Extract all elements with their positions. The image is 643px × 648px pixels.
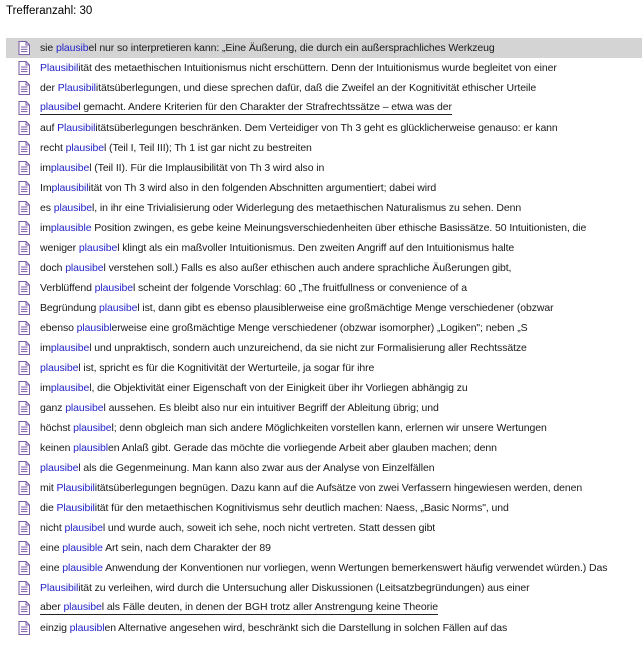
document-icon bbox=[18, 581, 30, 595]
result-row[interactable] bbox=[6, 118, 642, 138]
result-snippet bbox=[40, 82, 536, 94]
snippet-suffix: Art sein, nach dem Charakter der 89 bbox=[102, 542, 271, 554]
snippet-prefix: Im bbox=[40, 182, 52, 194]
result-snippet bbox=[40, 101, 452, 115]
result-row[interactable] bbox=[6, 58, 642, 78]
document-icon bbox=[18, 261, 30, 275]
snippet-suffix: ität von Th 3 wird also in den folgenden Abschnitten argumentiert; dabei wird bbox=[88, 182, 437, 194]
result-snippet bbox=[40, 242, 514, 254]
snippet-prefix: Verblüffend bbox=[40, 282, 95, 294]
search-hit: plausible bbox=[62, 562, 103, 574]
document-icon bbox=[18, 421, 30, 435]
result-snippet bbox=[40, 402, 439, 414]
snippet-suffix: l; denn obgleich man sich andere Möglichkeiten vorstellen kann, erlernen wir unsere Wertungen bbox=[111, 422, 547, 434]
snippet-prefix: im bbox=[40, 162, 51, 174]
result-snippet bbox=[40, 122, 558, 134]
snippet-suffix: l und unpraktisch, sondern auch unzureichend, da sie nicht zur Formalisierung aller Rechtssätze bbox=[89, 342, 527, 354]
search-hit: plausibe bbox=[63, 601, 102, 613]
result-snippet bbox=[40, 522, 435, 534]
result-row[interactable] bbox=[6, 218, 642, 238]
search-hit: plausibe bbox=[65, 262, 104, 274]
search-hit: plausib bbox=[55, 42, 89, 54]
snippet-prefix: nicht bbox=[40, 522, 65, 534]
snippet-suffix: en Anlaß gibt. Gerade das möchte die vorliegende Arbeit aber glauben machen; denn bbox=[107, 442, 497, 454]
snippet-prefix: mit bbox=[40, 482, 57, 494]
snippet-suffix: erweise eine großmächtige Menge verschiedener (obzwar isomorpher) „Logiken"; neben „S bbox=[111, 322, 528, 334]
result-row[interactable] bbox=[6, 498, 642, 518]
document-icon bbox=[18, 381, 30, 395]
document-icon bbox=[18, 341, 30, 355]
document-icon bbox=[18, 281, 30, 295]
search-hit: plausibe bbox=[40, 362, 79, 374]
snippet-suffix: l scheint der folgende Vorschlag: 60 „The fruitfullness or convenience of a bbox=[132, 282, 467, 294]
search-hit: plausibe bbox=[94, 282, 133, 294]
snippet-suffix: l gemacht. Andere Kriterien für den Charakter der Strafrechtssätze – etwa was der bbox=[78, 101, 452, 113]
result-row[interactable] bbox=[6, 618, 642, 638]
document-icon bbox=[18, 41, 30, 55]
result-snippet bbox=[40, 422, 547, 434]
snippet-suffix: itätsüberlegungen beschränken. Dem Verteidiger von Th 3 geht es glücklicherweise genauso: er kann bbox=[95, 122, 558, 134]
snippet-suffix: l (Teil II). Für die Implausibilität von Th 3 wird also in bbox=[89, 162, 325, 174]
snippet-prefix: im bbox=[40, 342, 51, 354]
result-snippet bbox=[40, 162, 324, 174]
result-count-value: 30 bbox=[79, 5, 93, 17]
result-row[interactable] bbox=[6, 38, 642, 58]
result-snippet bbox=[40, 342, 527, 354]
result-row[interactable] bbox=[6, 478, 642, 498]
search-hit: plausibe bbox=[50, 342, 90, 354]
result-snippet bbox=[40, 442, 497, 454]
result-row[interactable] bbox=[6, 338, 642, 358]
result-row[interactable] bbox=[6, 578, 642, 598]
result-snippet bbox=[40, 382, 468, 394]
result-snippet bbox=[40, 302, 553, 314]
snippet-suffix: l, die Objektivität einer Eigenschaft von der Einigkeit über ihr Vorliegen abhängig zu bbox=[89, 382, 468, 394]
document-icon bbox=[18, 441, 30, 455]
result-row[interactable] bbox=[6, 158, 642, 178]
result-count bbox=[6, 5, 92, 17]
result-snippet bbox=[40, 482, 582, 494]
snippet-suffix: Anwendung der Konventionen nur vorliegen, wenn Wertungen bemerkenswert häufig verwendet würden.) Das bbox=[102, 562, 608, 574]
search-hit: plausibe bbox=[50, 162, 90, 174]
snippet-suffix: l ist, dann gibt es ebenso plausiblerweise eine großmächtige Menge verschiedener (obzwar bbox=[137, 302, 554, 314]
snippet-prefix: ebenso bbox=[40, 322, 77, 334]
result-row[interactable] bbox=[6, 438, 642, 458]
snippet-suffix: l (Teil I, Teil III); Th 1 ist gar nicht zu bestreiten bbox=[104, 142, 312, 154]
result-row[interactable] bbox=[6, 298, 642, 318]
document-icon bbox=[18, 201, 30, 215]
result-snippet bbox=[40, 222, 586, 234]
snippet-suffix: ität zu verleihen, wird durch die Untersuchung aller Diskussionen (Leitsatzbegründungen) aus einer bbox=[78, 582, 530, 594]
snippet-prefix: ganz bbox=[40, 402, 66, 414]
search-hit: Plausibil bbox=[57, 82, 96, 94]
snippet-suffix: itätsüberlegungen begnügen. Dazu kann auf die Aufsätze von zwei Verfassern hingewiesen werden, denen bbox=[94, 482, 583, 494]
search-hit: plausibe bbox=[40, 462, 79, 474]
snippet-prefix: einzig bbox=[40, 622, 70, 634]
document-icon bbox=[18, 81, 30, 95]
snippet-suffix: Position zwingen, es gebe keine Meinungsverschiedenheiten über ethische Basissätze. 50 Intuitionisten, die bbox=[91, 222, 587, 234]
result-row[interactable] bbox=[6, 138, 642, 158]
document-icon bbox=[18, 401, 30, 415]
search-hit: Plausibil bbox=[40, 62, 79, 74]
result-snippet bbox=[40, 322, 528, 334]
search-hit: plausibe bbox=[65, 402, 104, 414]
search-hit: plausibl bbox=[73, 442, 108, 454]
result-row[interactable] bbox=[6, 238, 642, 258]
snippet-suffix: el nur so interpretieren kann: „Eine Äußerung, die durch ein außersprachliches Werkzeug bbox=[88, 42, 495, 54]
snippet-prefix: höchst bbox=[40, 422, 74, 434]
result-snippet bbox=[40, 582, 530, 594]
snippet-suffix: l verstehen soll.) Falls es also außer ethischen auch andere sprachliche Äußerungen gibt, bbox=[103, 262, 512, 274]
snippet-suffix: l aussehen. Es bleibt also nur ein intuitiver Begriff der Ableitung übrig; und bbox=[103, 402, 439, 414]
document-icon bbox=[18, 101, 30, 115]
search-hit: plausibe bbox=[78, 242, 118, 254]
snippet-prefix: weniger bbox=[40, 242, 79, 254]
snippet-prefix: aber bbox=[40, 601, 64, 613]
snippet-prefix: der bbox=[40, 82, 58, 94]
result-snippet bbox=[40, 601, 438, 615]
search-hit: plausibe bbox=[73, 422, 112, 434]
result-row[interactable] bbox=[6, 258, 642, 278]
snippet-prefix: doch bbox=[40, 262, 66, 274]
document-icon bbox=[18, 241, 30, 255]
snippet-prefix: eine bbox=[40, 562, 63, 574]
snippet-suffix: l als die Gegenmeinung. Man kann also zwar aus der Analyse von Einzelfällen bbox=[78, 462, 435, 474]
result-row[interactable] bbox=[6, 178, 642, 198]
search-hit: plausibe bbox=[99, 302, 138, 314]
result-row[interactable] bbox=[6, 598, 642, 618]
snippet-suffix: l und wurde auch, soweit ich sehe, noch nicht vertreten. Statt dessen gibt bbox=[102, 522, 436, 534]
snippet-prefix: recht bbox=[40, 142, 66, 154]
result-snippet bbox=[40, 562, 607, 574]
snippet-suffix: l klingt als ein maßvoller Intuitionismus. Den zweiten Angriff auf den Intuitionismus halte bbox=[117, 242, 515, 254]
document-icon bbox=[18, 221, 30, 235]
snippet-suffix: en Alternative angesehen wird, beschränkt sich die Darstellung in solchen Fällen auf das bbox=[104, 622, 508, 634]
result-row[interactable] bbox=[6, 98, 642, 118]
result-snippet bbox=[40, 262, 511, 274]
search-hit: Plausibil bbox=[56, 502, 95, 514]
document-icon bbox=[18, 361, 30, 375]
search-hit: plausible bbox=[62, 542, 103, 554]
result-snippet bbox=[40, 542, 271, 554]
result-row[interactable] bbox=[6, 378, 642, 398]
document-icon bbox=[18, 301, 30, 315]
snippet-suffix: l als Fälle deuten, in denen der BGH trotz aller Anstrengung keine Theorie bbox=[101, 601, 438, 613]
result-snippet bbox=[40, 182, 436, 194]
search-hit: Plausibil bbox=[57, 122, 96, 134]
result-snippet bbox=[40, 62, 557, 74]
result-row[interactable] bbox=[6, 78, 642, 98]
result-snippet bbox=[40, 202, 521, 214]
search-hit: Plausibil bbox=[56, 482, 95, 494]
snippet-suffix: ität für den metaethischen Kognitivismus sehr deutlich machen: Naess, „Basic Norms", und bbox=[94, 502, 509, 514]
document-icon bbox=[18, 621, 30, 635]
search-hit: plausibil bbox=[51, 182, 89, 194]
result-snippet bbox=[40, 502, 509, 514]
search-hit: plausibe bbox=[65, 142, 104, 154]
result-row[interactable] bbox=[6, 398, 642, 418]
result-row[interactable] bbox=[6, 418, 642, 438]
document-icon bbox=[18, 561, 30, 575]
result-snippet bbox=[40, 42, 495, 54]
search-hit: plausibl bbox=[76, 322, 112, 334]
result-row[interactable] bbox=[6, 518, 642, 538]
snippet-prefix: auf bbox=[40, 122, 58, 134]
result-row[interactable] bbox=[6, 198, 642, 218]
result-snippet bbox=[40, 362, 374, 374]
document-icon bbox=[18, 121, 30, 135]
document-icon bbox=[18, 141, 30, 155]
document-icon bbox=[18, 541, 30, 555]
snippet-prefix: es bbox=[40, 202, 54, 214]
document-icon bbox=[18, 501, 30, 515]
result-snippet bbox=[40, 622, 507, 634]
search-hit: plausibe bbox=[50, 382, 90, 394]
search-hit: plausibe bbox=[64, 522, 103, 534]
search-hit: Plausibil bbox=[40, 582, 79, 594]
document-icon bbox=[18, 461, 30, 475]
snippet-prefix: Begründung bbox=[40, 302, 100, 314]
document-icon bbox=[18, 521, 30, 535]
results-list bbox=[6, 38, 642, 638]
snippet-prefix: keinen bbox=[40, 442, 74, 454]
result-snippet bbox=[40, 282, 467, 294]
document-icon bbox=[18, 321, 30, 335]
result-row[interactable] bbox=[6, 318, 642, 338]
search-hit: plausibl bbox=[69, 622, 105, 634]
result-snippet bbox=[40, 462, 434, 474]
result-row[interactable] bbox=[6, 358, 642, 378]
snippet-prefix: eine bbox=[40, 542, 63, 554]
document-icon bbox=[18, 61, 30, 75]
search-hit: plausibe bbox=[40, 101, 79, 113]
result-row[interactable] bbox=[6, 458, 642, 478]
document-icon bbox=[18, 601, 30, 615]
result-snippet bbox=[40, 142, 312, 154]
result-count-label: Trefferanzahl: bbox=[6, 5, 77, 17]
snippet-prefix: sie bbox=[40, 42, 56, 54]
snippet-suffix: itätsüberlegungen, und diese sprechen dafür, daß die Zweifel an der Kognitivität ethischer Urteile bbox=[95, 82, 537, 94]
snippet-suffix: ität des metaethischen Intuitionismus nicht erschüttern. Denn der Intuitionismus wurde begleitet von einer bbox=[78, 62, 557, 74]
search-hit: plausibe bbox=[53, 202, 93, 214]
result-row[interactable] bbox=[6, 538, 642, 558]
document-icon bbox=[18, 181, 30, 195]
result-row[interactable] bbox=[6, 278, 642, 298]
document-icon bbox=[18, 481, 30, 495]
snippet-suffix: l, in ihr eine Trivialisierung oder Widerlegung des metaethischen Naturalismus zu sehen. Denn bbox=[92, 202, 522, 214]
document-icon bbox=[18, 161, 30, 175]
snippet-prefix: die bbox=[40, 502, 57, 514]
snippet-prefix: im bbox=[40, 222, 51, 234]
snippet-prefix: im bbox=[40, 382, 51, 394]
search-hit: plausible bbox=[50, 222, 92, 234]
result-row[interactable] bbox=[6, 558, 642, 578]
snippet-suffix: l ist, spricht es für die Kognitivität der Werturteile, ja sogar für ihre bbox=[78, 362, 375, 374]
